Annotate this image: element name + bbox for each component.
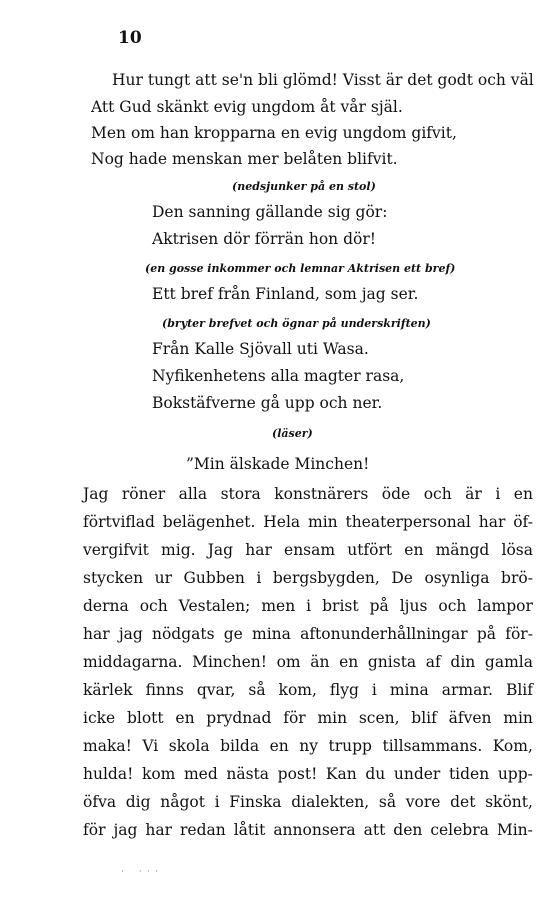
stage-direction: (läser)	[272, 427, 313, 440]
letter-word: med	[183, 765, 218, 783]
letter-word: brö-	[501, 569, 533, 587]
letter-word: under	[393, 765, 441, 783]
letter-word: något	[160, 793, 205, 811]
verse-line: Att Gud skänkt evig ungdom åt vår själ.	[91, 98, 403, 116]
letter-word: stycken	[83, 569, 144, 587]
letter-line	[83, 592, 533, 620]
letter-word: gamla	[484, 653, 533, 671]
letter-word: finns	[145, 681, 184, 699]
letter-word: Hela	[263, 513, 301, 531]
letter-word: flyg	[329, 681, 359, 699]
letter-word: ny	[299, 737, 318, 755]
letter-word: Vestalen;	[178, 597, 251, 615]
letter-word: Kan	[325, 765, 357, 783]
letter-word: De	[391, 569, 413, 587]
letter-word: Finska	[229, 793, 282, 811]
letter-word: osynliga	[424, 569, 490, 587]
letter-word: brist	[322, 597, 359, 615]
letter-line	[83, 508, 533, 536]
letter-word: nästa	[226, 765, 270, 783]
letter-word: en	[175, 709, 195, 727]
letter-word: i	[214, 793, 220, 811]
letter-word: mina	[389, 681, 429, 699]
letter-word: för	[83, 821, 106, 839]
letter-word: i	[495, 485, 501, 503]
letter-word: men	[261, 597, 296, 615]
letter-word: öf-	[513, 513, 533, 531]
verse-line: Hur tungt att se'n bli glömd! Visst är det godt och väl	[112, 71, 534, 89]
letter-word: Blif	[505, 681, 533, 699]
letter-word: derna	[83, 597, 129, 615]
letter-word: aftonunderhållningar	[300, 625, 468, 643]
letter-word: och	[438, 597, 467, 615]
letter-word: Jag	[83, 485, 109, 503]
letter-word: belägenhet.	[162, 513, 256, 531]
letter-line	[83, 704, 533, 732]
letter-word: Vi	[142, 737, 159, 755]
letter-line	[83, 732, 533, 760]
letter-word: icke	[83, 709, 116, 727]
letter-word: skönt,	[485, 793, 533, 811]
letter-word: att	[363, 821, 386, 839]
letter-word: vore	[405, 793, 441, 811]
letter-word: dig	[125, 793, 151, 811]
letter-word: Min-	[496, 821, 533, 839]
letter-word: har	[83, 625, 110, 643]
letter-line	[83, 648, 533, 676]
letter-word: har	[245, 541, 272, 559]
letter-word: kom	[141, 765, 176, 783]
letter-line	[83, 620, 533, 648]
letter-word: din	[450, 653, 476, 671]
letter-word: lösa	[501, 541, 533, 559]
stage-direction: (en gosse inkommer och lemnar Aktrisen ett bref)	[145, 262, 456, 275]
letter-word: mig.	[161, 541, 196, 559]
letter-word: hulda!	[83, 765, 134, 783]
letter-word: kom,	[278, 681, 317, 699]
letter-word: min	[317, 709, 348, 727]
letter-word: om	[276, 653, 301, 671]
verse-line: Aktrisen dör förrän hon dör!	[152, 230, 376, 248]
letter-word: en	[339, 653, 359, 671]
letter-word: blif	[411, 709, 437, 727]
letter-word: upp-	[497, 765, 533, 783]
letter-word: en	[404, 541, 424, 559]
letter-word: Minchen!	[192, 653, 267, 671]
letter-line	[83, 676, 533, 704]
letter-word: mängd	[435, 541, 490, 559]
letter-word: har	[145, 821, 173, 839]
verse-line: Men om han kropparna en evig ungdom gifvit,	[91, 124, 457, 142]
letter-word: nödgats	[151, 625, 215, 643]
letter-word: theaterpersonal	[345, 513, 471, 531]
letter-word: bergsbygden,	[272, 569, 380, 587]
letter-word: alla	[178, 485, 208, 503]
letter-word: celebra	[430, 821, 489, 839]
letter-word: på	[369, 597, 389, 615]
letter-word: jag	[118, 625, 143, 643]
letter-line	[83, 564, 533, 592]
letter-word: stora	[220, 485, 261, 503]
letter-word: Kom,	[492, 737, 533, 755]
letter-word: en	[269, 737, 289, 755]
verse-line: Ett bref från Finland, som jag ser.	[152, 285, 419, 303]
letter-word: Gubben	[183, 569, 245, 587]
letter-word: tiden	[448, 765, 490, 783]
verse-line: Nog hade menskan mer belåten blifvit.	[91, 150, 398, 168]
letter-word: lampor	[477, 597, 533, 615]
verse-line: Nyfikenhetens alla magter rasa,	[152, 367, 405, 385]
letter-word: öde	[381, 485, 411, 503]
letter-word: en	[513, 485, 533, 503]
verse-line: Från Kalle Sjövall uti Wasa.	[152, 340, 369, 358]
letter-salutation: ”Min älskade Minchen!	[186, 455, 370, 473]
letter-word: ur	[154, 569, 173, 587]
letter-word: ge	[223, 625, 243, 643]
stage-direction: (nedsjunker på en stol)	[232, 180, 376, 193]
letter-word: gnista	[367, 653, 417, 671]
letter-word: och	[423, 485, 452, 503]
letter-word: vergifvit	[83, 541, 149, 559]
letter-word: dialekten,	[291, 793, 370, 811]
letter-word: middagarna.	[83, 653, 183, 671]
letter-body	[83, 480, 533, 844]
letter-word: så	[378, 793, 397, 811]
letter-word: i	[256, 569, 262, 587]
letter-word: prydnad	[206, 709, 272, 727]
letter-word: i	[371, 681, 377, 699]
letter-word: maka!	[83, 737, 132, 755]
letter-word: den	[393, 821, 423, 839]
letter-line	[83, 536, 533, 564]
letter-word: än	[310, 653, 330, 671]
letter-word: så	[248, 681, 266, 699]
letter-word: förtviflad	[83, 513, 155, 531]
letter-word: Jag	[207, 541, 234, 559]
letter-word: qvar,	[196, 681, 236, 699]
verse-line: Den sanning gällande sig gör:	[152, 203, 388, 221]
letter-word: utfört	[347, 541, 393, 559]
letter-word: konstnärers	[274, 485, 369, 503]
letter-word: ensam	[284, 541, 336, 559]
letter-word: för-	[505, 625, 533, 643]
letter-word: tillsammans.	[382, 737, 483, 755]
page-number: 10	[118, 28, 142, 48]
letter-line	[83, 816, 533, 844]
letter-word: på	[476, 625, 497, 643]
page-speck: ˙ ˙ ˙ ˙	[120, 870, 160, 881]
stage-direction: (bryter brefvet och ögnar på underskriften)	[162, 317, 431, 330]
letter-word: och	[139, 597, 168, 615]
letter-word: röner	[121, 485, 166, 503]
letter-word: ljus	[399, 597, 428, 615]
letter-line	[83, 480, 533, 508]
letter-word: scen,	[358, 709, 400, 727]
letter-word: du	[365, 765, 386, 783]
verse-line: Bokstäfverne gå upp och ner.	[152, 394, 383, 412]
letter-line	[83, 788, 533, 816]
letter-word: jag	[113, 821, 138, 839]
letter-word: låtit	[233, 821, 266, 839]
letter-line	[83, 760, 533, 788]
letter-word: öfva	[83, 793, 117, 811]
letter-word: min	[503, 709, 533, 727]
letter-word: kärlek	[83, 681, 133, 699]
letter-word: blott	[126, 709, 164, 727]
letter-word: har	[478, 513, 506, 531]
letter-word: i	[306, 597, 312, 615]
letter-word: är	[465, 485, 482, 503]
letter-word: det	[450, 793, 476, 811]
letter-word: trupp	[328, 737, 372, 755]
letter-word: mina	[252, 625, 291, 643]
letter-word: äfven	[448, 709, 492, 727]
letter-word: för	[283, 709, 306, 727]
letter-word: bilda	[220, 737, 260, 755]
letter-word: redan	[180, 821, 226, 839]
letter-word: min	[308, 513, 338, 531]
letter-word: annonsera	[273, 821, 356, 839]
letter-word: skola	[168, 737, 210, 755]
letter-word: post!	[277, 765, 318, 783]
letter-word: af	[425, 653, 441, 671]
letter-word: armar.	[441, 681, 493, 699]
